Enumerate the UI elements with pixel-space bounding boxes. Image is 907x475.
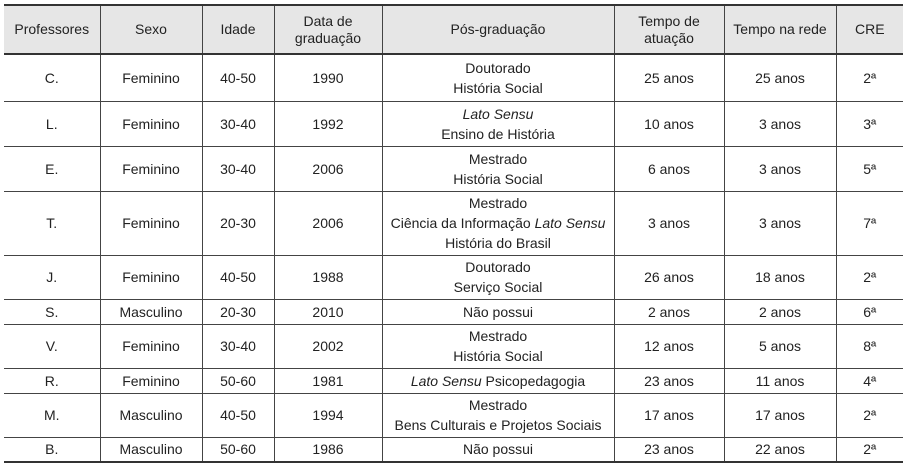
cell-professor: R. — [44, 372, 59, 389]
table-row — [4, 146, 903, 191]
pos-graduacao-text: Serviço Social — [453, 279, 543, 295]
cell-tempo-atuacao: 23 anos — [614, 368, 724, 393]
cell-sexo: Feminino — [100, 101, 202, 146]
pos-graduacao-text: Mestrado — [468, 397, 528, 413]
cell-ano-graduacao: 1992 — [274, 101, 382, 146]
cell-ano-graduacao: 1988 — [274, 255, 382, 299]
cell-tempo-rede: 3 anos — [724, 146, 836, 191]
cell-pos-graduacao — [382, 437, 614, 462]
table-row — [4, 54, 903, 101]
pos-graduacao-line — [386, 302, 611, 322]
header-professores: Professores — [14, 21, 90, 37]
pos-graduacao-text: Lato Sensu — [410, 372, 482, 389]
table-header — [4, 5, 903, 54]
pos-graduacao-text: Mestrado — [468, 195, 528, 211]
pos-graduacao-line — [386, 326, 611, 346]
cell-sexo: Masculino — [100, 299, 202, 324]
cell-sexo: Feminino — [100, 255, 202, 299]
cell-tempo-rede: 11 anos — [724, 368, 836, 393]
pos-graduacao-line — [386, 58, 611, 78]
table-row — [4, 437, 903, 462]
cell-idade: 30-40 — [202, 324, 274, 368]
cell-ano-graduacao: 1990 — [274, 54, 382, 101]
cell-professor: S. — [45, 303, 59, 320]
pos-graduacao-text: Psicopedagogia — [481, 372, 586, 389]
cell-pos-graduacao — [382, 146, 614, 191]
table-row — [4, 255, 903, 299]
pos-graduacao-line — [386, 346, 611, 366]
cell-ano-graduacao: 1994 — [274, 393, 382, 437]
pos-graduacao-line — [386, 257, 611, 277]
cell-cre: 2ª — [836, 393, 903, 437]
cell-pos-graduacao — [382, 393, 614, 437]
cell-idade: 50-60 — [202, 368, 274, 393]
cell-pos-graduacao — [382, 101, 614, 146]
cell-tempo-atuacao: 6 anos — [614, 146, 724, 191]
cell-tempo-rede: 18 anos — [724, 255, 836, 299]
table-row — [4, 299, 903, 324]
pos-graduacao-text: Mestrado — [468, 150, 528, 167]
cell-professor: J. — [46, 269, 58, 285]
cell-cre: 2ª — [836, 437, 903, 462]
cell-pos-graduacao — [382, 54, 614, 101]
header-tempo-atuacao — [614, 5, 724, 54]
cell-professor: E. — [45, 160, 59, 177]
header-data-graduacao — [274, 5, 382, 54]
table-row — [4, 101, 903, 146]
header-data-graduacao-line: Data de — [303, 12, 353, 29]
cell-sexo: Feminino — [100, 368, 202, 393]
pos-graduacao-line — [386, 78, 611, 98]
cell-idade: 20-30 — [202, 191, 274, 255]
cell-sexo: Masculino — [100, 437, 202, 462]
cell-tempo-atuacao: 10 anos — [614, 101, 724, 146]
pos-graduacao-line — [386, 233, 611, 253]
pos-graduacao-line — [386, 415, 611, 435]
cell-ano-graduacao: 2010 — [274, 299, 382, 324]
pos-graduacao-text: Ensino de História — [441, 125, 555, 142]
cell-sexo: Feminino — [100, 191, 202, 255]
cell-tempo-rede: 25 anos — [724, 54, 836, 101]
pos-graduacao-text: Doutorado — [465, 259, 531, 275]
table-row — [4, 368, 903, 393]
cell-idade: 40-50 — [202, 255, 274, 299]
table-row — [4, 393, 903, 437]
table-row — [4, 191, 903, 255]
pos-graduacao-line — [386, 193, 611, 213]
cell-cre: 2ª — [836, 255, 903, 299]
pos-graduacao-line — [386, 149, 611, 169]
cell-sexo: Feminino — [100, 146, 202, 191]
pos-graduacao-line — [386, 104, 611, 124]
cell-ano-graduacao: 2002 — [274, 324, 382, 368]
pos-graduacao-text: Ciência da Informação — [390, 215, 535, 231]
pos-graduacao-line — [386, 277, 611, 297]
header-cre: CRE — [836, 5, 903, 54]
pos-graduacao-line — [386, 169, 611, 189]
cell-idade: 20-30 — [202, 299, 274, 324]
cell-tempo-atuacao: 17 anos — [614, 393, 724, 437]
cell-cre: 3ª — [836, 101, 903, 146]
header-pos-graduacao: Pós-graduação — [382, 5, 614, 54]
cell-idade: 40-50 — [202, 393, 274, 437]
cell-sexo: Masculino — [100, 393, 202, 437]
cell-ano-graduacao: 1981 — [274, 368, 382, 393]
cell-tempo-atuacao: 25 anos — [614, 54, 724, 101]
cell-professor: V. — [45, 338, 58, 354]
cell-idade: 30-40 — [202, 146, 274, 191]
cell-professor: L. — [45, 115, 58, 132]
header-idade: Idade — [202, 5, 274, 54]
pos-graduacao-text: História do Brasil — [445, 235, 551, 251]
pos-graduacao-text: História Social — [453, 170, 543, 187]
cell-sexo: Feminino — [100, 54, 202, 101]
cell-pos-graduacao — [382, 191, 614, 255]
cell-idade: 40-50 — [202, 54, 274, 101]
cell-cre: 4ª — [836, 368, 903, 393]
header-data-graduacao-line: graduação — [294, 29, 362, 46]
cell-professor: T. — [46, 215, 58, 231]
professors-table — [4, 4, 903, 463]
pos-graduacao-text: Mestrado — [468, 328, 528, 344]
cell-tempo-rede: 22 anos — [724, 437, 836, 462]
cell-cre: 5ª — [836, 146, 903, 191]
cell-cre: 6ª — [836, 299, 903, 324]
header-tempo-atuacao-line: Tempo de — [638, 12, 700, 29]
pos-graduacao-line — [386, 124, 611, 144]
cell-ano-graduacao: 1986 — [274, 437, 382, 462]
cell-tempo-atuacao: 12 anos — [614, 324, 724, 368]
pos-graduacao-line — [386, 371, 611, 391]
pos-graduacao-text: Lato Sensu — [462, 105, 534, 122]
pos-graduacao-line — [386, 439, 611, 459]
pos-graduacao-text: Não possui — [462, 303, 534, 320]
cell-professor: B. — [45, 441, 59, 458]
cell-professor: C. — [44, 69, 59, 86]
cell-professor: M. — [43, 407, 60, 423]
pos-graduacao-text: Lato Sensu — [534, 215, 606, 231]
cell-tempo-atuacao: 3 anos — [614, 191, 724, 255]
header-tempo-rede: Tempo na rede — [724, 5, 836, 54]
header-tempo-atuacao-line: atuação — [644, 29, 694, 46]
cell-pos-graduacao — [382, 299, 614, 324]
cell-sexo: Feminino — [100, 324, 202, 368]
table-body — [4, 54, 903, 462]
cell-ano-graduacao: 2006 — [274, 146, 382, 191]
pos-graduacao-line — [386, 213, 611, 233]
pos-graduacao-text: Doutorado — [465, 59, 531, 76]
cell-tempo-atuacao: 2 anos — [614, 299, 724, 324]
cell-pos-graduacao — [382, 368, 614, 393]
cell-ano-graduacao: 2006 — [274, 191, 382, 255]
pos-graduacao-line — [386, 395, 611, 415]
cell-pos-graduacao — [382, 324, 614, 368]
pos-graduacao-text: Bens Culturais e Projetos Sociais — [394, 417, 602, 433]
cell-tempo-rede: 17 anos — [724, 393, 836, 437]
cell-tempo-rede: 3 anos — [724, 101, 836, 146]
cell-cre: 2ª — [836, 54, 903, 101]
pos-graduacao-text: Não possui — [462, 441, 534, 458]
cell-tempo-rede: 2 anos — [724, 299, 836, 324]
header-sexo: Sexo — [100, 5, 202, 54]
table-row — [4, 324, 903, 368]
cell-tempo-rede: 3 anos — [724, 191, 836, 255]
cell-tempo-atuacao: 23 anos — [614, 437, 724, 462]
cell-idade: 50-60 — [202, 437, 274, 462]
cell-cre: 7ª — [836, 191, 903, 255]
cell-idade: 30-40 — [202, 101, 274, 146]
pos-graduacao-text: História Social — [453, 348, 543, 364]
pos-graduacao-text: História Social — [453, 79, 543, 96]
cell-pos-graduacao — [382, 255, 614, 299]
cell-cre: 8ª — [836, 324, 903, 368]
cell-tempo-rede: 5 anos — [724, 324, 836, 368]
cell-tempo-atuacao: 26 anos — [614, 255, 724, 299]
